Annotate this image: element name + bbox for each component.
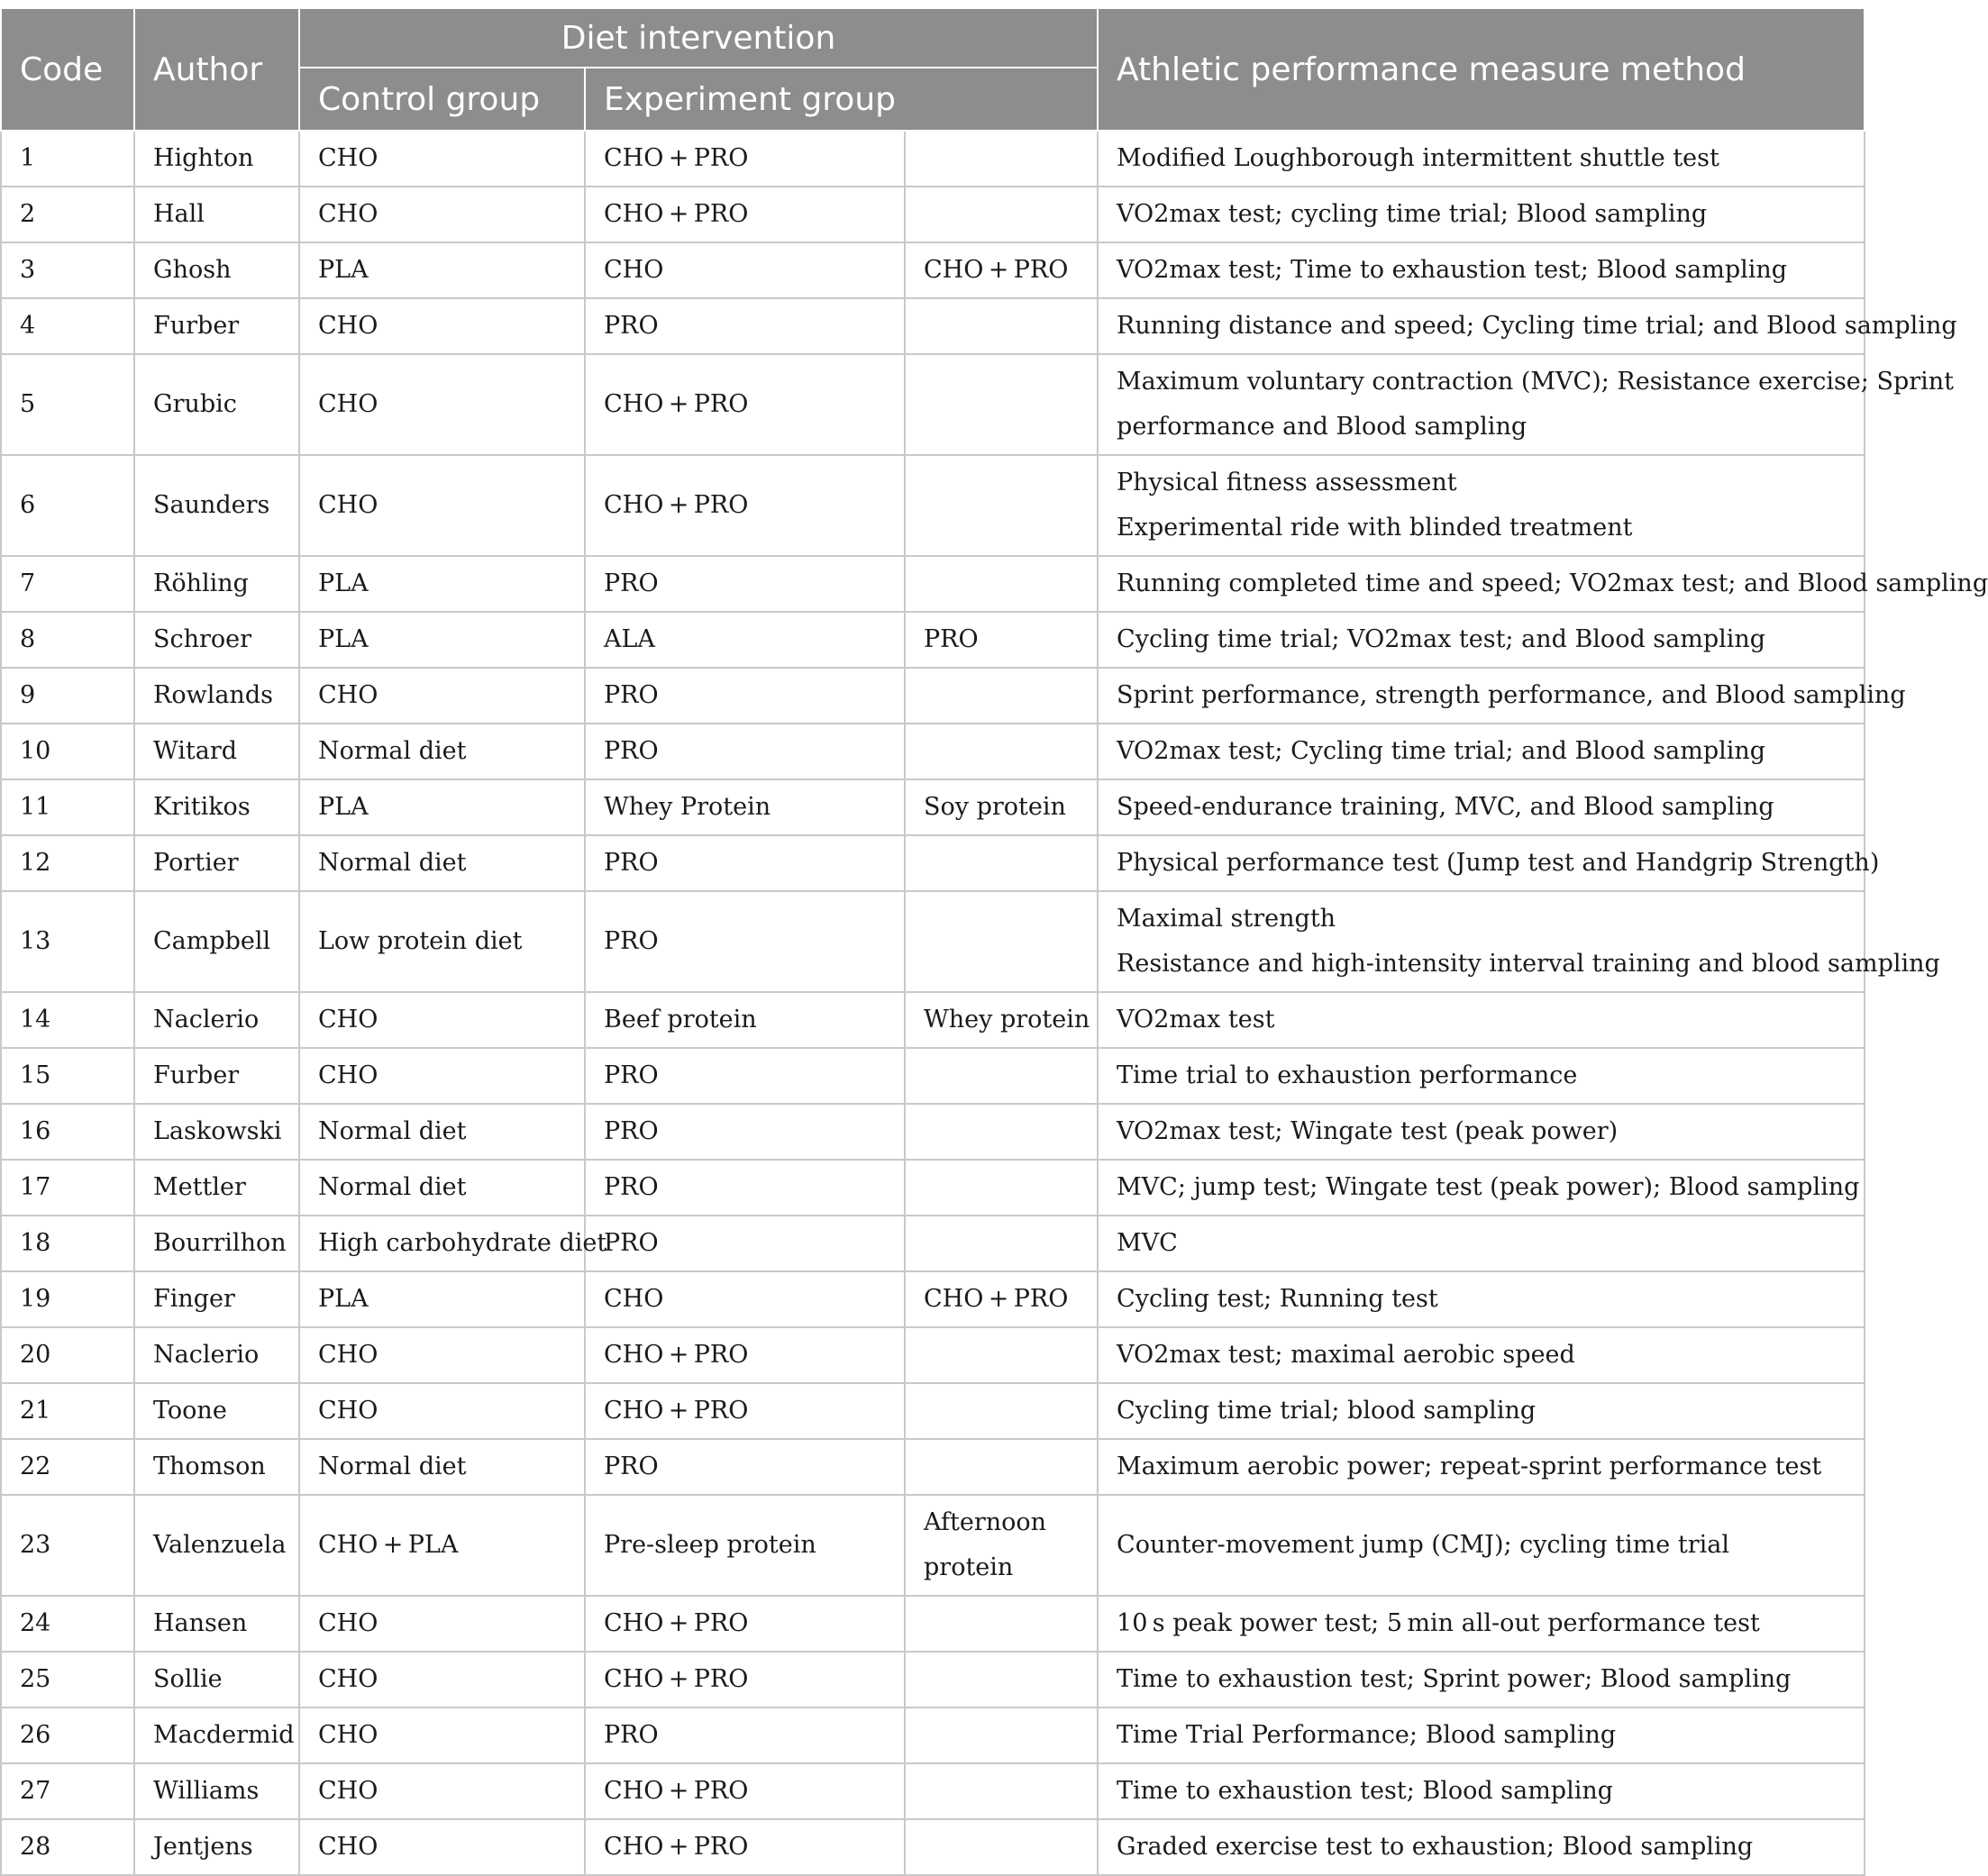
cell-measure (1098, 556, 1988, 612)
cell-control: Normal diet (299, 1439, 585, 1495)
cell-control: PLA (299, 779, 585, 835)
cell-author: Röhling (134, 556, 299, 612)
cell-code: 7 (1, 556, 134, 612)
cell-experiment-2: Soy protein (905, 779, 1098, 835)
cell-code: 18 (1, 1216, 134, 1271)
cell-author: Furber (134, 298, 299, 354)
cell-measure (1098, 1439, 1865, 1495)
cell-measure (1098, 612, 1865, 668)
cell-author: Finger (134, 1271, 299, 1327)
cell-control: Normal diet (299, 1104, 585, 1160)
cell-experiment-2 (905, 1104, 1098, 1160)
cell-author: Thomson (134, 1439, 299, 1495)
cell-experiment-2 (905, 1763, 1098, 1819)
table-row (1, 668, 1865, 724)
cell-experiment-1: ALA (585, 612, 905, 668)
cell-measure-line: Counter-movement jump (CMJ); cycling time trial (1117, 1531, 1729, 1559)
cell-code: 24 (1, 1596, 134, 1652)
cell-author: Macdermid (134, 1708, 299, 1763)
header-measure: Athletic performance measure method (1098, 8, 1865, 131)
header-diet-intervention: Diet intervention (299, 8, 1098, 68)
cell-experiment-2 (905, 354, 1098, 455)
table-row (1, 1271, 1865, 1327)
cell-measure (1098, 455, 1865, 556)
cell-measure (1098, 1048, 1865, 1104)
table-row (1, 131, 1865, 187)
cell-author: Bourrilhon (134, 1216, 299, 1271)
cell-measure-line: Modified Loughborough intermittent shuttle test (1117, 144, 1719, 172)
cell-control: Normal diet (299, 1160, 585, 1216)
cell-measure (1098, 1271, 1865, 1327)
table-row (1, 1819, 1865, 1875)
cell-author: Hall (134, 187, 299, 242)
cell-experiment-1: PRO (585, 1160, 905, 1216)
cell-experiment-1: PRO (585, 1104, 905, 1160)
cell-control: PLA (299, 242, 585, 298)
cell-control: CHO (299, 992, 585, 1048)
table-row (1, 724, 1865, 779)
cell-code: 8 (1, 612, 134, 668)
cell-measure-line: VO2max test; Wingate test (peak power) (1117, 1117, 1619, 1145)
cell-measure-line: Speed-endurance training, MVC, and Blood sampling (1117, 793, 1774, 821)
cell-experiment-2 (905, 668, 1098, 724)
cell-measure-line: Maximum aerobic power; repeat-sprint performance test (1117, 1453, 1822, 1480)
cell-measure-line: VO2max test (1117, 1006, 1275, 1034)
cell-control: CHO (299, 1048, 585, 1104)
cell-control: CHO (299, 455, 585, 556)
cell-experiment-1: PRO (585, 835, 905, 891)
cell-experiment-2 (905, 1708, 1098, 1763)
cell-code: 14 (1, 992, 134, 1048)
cell-experiment-1: Whey Protein (585, 779, 905, 835)
table-row (1, 298, 1865, 354)
cell-measure (1098, 1104, 1865, 1160)
cell-code: 27 (1, 1763, 134, 1819)
cell-measure (1098, 298, 1957, 354)
cell-measure (1098, 835, 1880, 891)
cell-code: 13 (1, 891, 134, 992)
cell-control: Low protein diet (299, 891, 585, 992)
cell-author: Valenzuela (134, 1495, 299, 1596)
cell-experiment-2 (905, 298, 1098, 354)
cell-control: CHO (299, 1652, 585, 1708)
cell-experiment-1: CHO + PRO (585, 1327, 905, 1383)
table-row (1, 1216, 1865, 1271)
table-row (1, 992, 1865, 1048)
cell-experiment-1: Beef protein (585, 992, 905, 1048)
cell-experiment-2 (905, 835, 1098, 891)
cell-measure (1098, 1596, 1865, 1652)
cell-author: Rowlands (134, 668, 299, 724)
cell-code: 3 (1, 242, 134, 298)
cell-code: 25 (1, 1652, 134, 1708)
cell-author: Grubic (134, 354, 299, 455)
cell-measure (1098, 668, 1906, 724)
table-row (1, 1327, 1865, 1383)
table-row (1, 455, 1865, 556)
cell-measure-line: VO2max test; Cycling time trial; and Blood sampling (1117, 737, 1766, 765)
cell-experiment-2 (905, 1048, 1098, 1104)
cell-experiment-1: PRO (585, 556, 905, 612)
cell-code: 15 (1, 1048, 134, 1104)
header-control-group: Control group (299, 68, 585, 131)
cell-measure (1098, 187, 1865, 242)
cell-measure (1098, 779, 1865, 835)
cell-experiment-2 (905, 1160, 1098, 1216)
cell-experiment-2 (905, 1596, 1098, 1652)
cell-author: Laskowski (134, 1104, 299, 1160)
cell-measure-line: Sprint performance, strength performance, and Blood sampling (1117, 681, 1906, 709)
cell-experiment-1: CHO (585, 1271, 905, 1327)
table-row (1, 242, 1865, 298)
cell-experiment-2 (905, 1439, 1098, 1495)
cell-measure (1098, 1383, 1865, 1439)
cell-code: 19 (1, 1271, 134, 1327)
cell-code: 10 (1, 724, 134, 779)
cell-author: Highton (134, 131, 299, 187)
cell-measure-line: Maximal strength (1117, 905, 1336, 933)
cell-measure-line: VO2max test; Time to exhaustion test; Blood sampling (1117, 256, 1788, 284)
table-row (1, 1763, 1865, 1819)
cell-code: 22 (1, 1439, 134, 1495)
cell-author: Mettler (134, 1160, 299, 1216)
cell-experiment-1: PRO (585, 891, 905, 992)
cell-code: 26 (1, 1708, 134, 1763)
cell-experiment-1: PRO (585, 1708, 905, 1763)
cell-control: CHO (299, 668, 585, 724)
cell-measure-line: performance and Blood sampling (1117, 413, 1527, 441)
cell-measure-line: Physical performance test (Jump test and Handgrip Strength) (1117, 849, 1880, 877)
cell-measure (1098, 1652, 1865, 1708)
cell-experiment-2-line: protein (924, 1553, 1014, 1581)
cell-experiment-1: CHO + PRO (585, 1763, 905, 1819)
cell-experiment-1: PRO (585, 1216, 905, 1271)
cell-measure (1098, 1708, 1865, 1763)
cell-control: CHO (299, 187, 585, 242)
cell-experiment-2-line: Afternoon (924, 1508, 1047, 1536)
cell-control: CHO (299, 1763, 585, 1819)
table-row (1, 1495, 1865, 1596)
cell-experiment-2: PRO (905, 612, 1098, 668)
cell-code: 1 (1, 131, 134, 187)
cell-author: Kritikos (134, 779, 299, 835)
cell-control: High carbohydrate diet (299, 1216, 585, 1271)
cell-measure-line: Time to exhaustion test; Blood sampling (1117, 1777, 1614, 1805)
cell-measure-line: Cycling test; Running test (1117, 1285, 1438, 1313)
cell-experiment-1: PRO (585, 1439, 905, 1495)
cell-experiment-1: CHO + PRO (585, 1383, 905, 1439)
cell-control: CHO (299, 1708, 585, 1763)
cell-control: Normal diet (299, 835, 585, 891)
cell-measure-line: Resistance and high-intensity interval training and blood sampling (1117, 950, 1940, 978)
cell-author: Saunders (134, 455, 299, 556)
cell-code: 23 (1, 1495, 134, 1596)
table-row (1, 187, 1865, 242)
header-code: Code (1, 8, 134, 131)
cell-measure-line: VO2max test; cycling time trial; Blood sampling (1117, 200, 1708, 228)
cell-measure-line: Cycling time trial; blood sampling (1117, 1397, 1537, 1425)
cell-measure-line: Time Trial Performance; Blood sampling (1117, 1721, 1617, 1749)
cell-author: Williams (134, 1763, 299, 1819)
cell-measure-line: Running completed time and speed; VO2max test; and Blood sampling (1117, 569, 1988, 597)
cell-code: 2 (1, 187, 134, 242)
cell-measure (1098, 1216, 1865, 1271)
cell-author: Jentjens (134, 1819, 299, 1875)
cell-measure-line: MVC (1117, 1229, 1178, 1257)
cell-measure (1098, 131, 1865, 187)
header-experiment-group: Experiment group (585, 68, 1098, 131)
cell-author: Portier (134, 835, 299, 891)
cell-control: PLA (299, 1271, 585, 1327)
cell-experiment-1: CHO + PRO (585, 187, 905, 242)
cell-measure (1098, 724, 1865, 779)
table-row (1, 1104, 1865, 1160)
cell-author: Sollie (134, 1652, 299, 1708)
table-row (1, 891, 1865, 992)
cell-code: 20 (1, 1327, 134, 1383)
cell-author: Furber (134, 1048, 299, 1104)
cell-experiment-1: PRO (585, 298, 905, 354)
cell-experiment-2 (905, 1495, 1098, 1596)
table-row (1, 354, 1865, 455)
cell-code: 4 (1, 298, 134, 354)
cell-experiment-2 (905, 724, 1098, 779)
table-row (1, 1160, 1865, 1216)
table-row (1, 835, 1865, 891)
cell-code: 28 (1, 1819, 134, 1875)
table-row (1, 1048, 1865, 1104)
cell-experiment-2 (905, 455, 1098, 556)
table-row (1, 779, 1865, 835)
cell-measure-line: Running distance and speed; Cycling time trial; and Blood sampling (1117, 312, 1957, 340)
cell-measure-line: Experimental ride with blinded treatment (1117, 514, 1633, 542)
cell-measure (1098, 891, 1940, 992)
data-table (0, 7, 1988, 1876)
cell-measure (1098, 1819, 1865, 1875)
cell-control: CHO (299, 354, 585, 455)
cell-code: 11 (1, 779, 134, 835)
cell-experiment-1: PRO (585, 1048, 905, 1104)
cell-control: CHO (299, 131, 585, 187)
cell-experiment-1: PRO (585, 668, 905, 724)
cell-control: CHO (299, 298, 585, 354)
table-row (1, 1596, 1865, 1652)
cell-author: Ghosh (134, 242, 299, 298)
table-row (1, 1383, 1865, 1439)
cell-code: 12 (1, 835, 134, 891)
cell-measure (1098, 354, 1955, 455)
cell-experiment-2 (905, 891, 1098, 992)
cell-experiment-2 (905, 1652, 1098, 1708)
cell-measure-line: 10 s peak power test; 5 min all-out performance test (1117, 1609, 1760, 1637)
cell-measure-line: Time to exhaustion test; Sprint power; Blood sampling (1117, 1665, 1792, 1693)
table-container (0, 7, 1988, 1876)
cell-code: 5 (1, 354, 134, 455)
cell-measure (1098, 1495, 1865, 1596)
cell-measure-line: Physical fitness assessment (1117, 469, 1457, 496)
cell-control: CHO (299, 1819, 585, 1875)
cell-author: Naclerio (134, 992, 299, 1048)
cell-experiment-2 (905, 1819, 1098, 1875)
cell-experiment-1: CHO + PRO (585, 1652, 905, 1708)
cell-author: Witard (134, 724, 299, 779)
table-body (1, 131, 1988, 1875)
cell-experiment-2: CHO + PRO (905, 242, 1098, 298)
cell-experiment-1: PRO (585, 724, 905, 779)
cell-control: CHO (299, 1596, 585, 1652)
table-row (1, 1708, 1865, 1763)
cell-author: Schroer (134, 612, 299, 668)
cell-control: CHO (299, 1327, 585, 1383)
cell-measure (1098, 1763, 1865, 1819)
table-row (1, 1439, 1865, 1495)
table-header (1, 8, 1865, 131)
cell-experiment-2 (905, 131, 1098, 187)
cell-measure (1098, 1327, 1865, 1383)
cell-control: CHO (299, 1383, 585, 1439)
table-row (1, 556, 1865, 612)
cell-code: 9 (1, 668, 134, 724)
cell-author: Toone (134, 1383, 299, 1439)
cell-experiment-1: CHO + PRO (585, 455, 905, 556)
cell-measure (1098, 1160, 1865, 1216)
cell-code: 6 (1, 455, 134, 556)
cell-code: 17 (1, 1160, 134, 1216)
cell-measure-line: Maximum voluntary contraction (MVC); Resistance exercise; Sprint (1117, 368, 1955, 396)
cell-experiment-1: CHO + PRO (585, 131, 905, 187)
cell-measure-line: VO2max test; maximal aerobic speed (1117, 1341, 1575, 1369)
cell-author: Campbell (134, 891, 299, 992)
table-row (1, 1652, 1865, 1708)
cell-experiment-2: CHO + PRO (905, 1271, 1098, 1327)
cell-control: PLA (299, 612, 585, 668)
table-row (1, 612, 1865, 668)
cell-experiment-2 (905, 1216, 1098, 1271)
cell-experiment-2: Whey protein (905, 992, 1098, 1048)
cell-measure-line: MVC; jump test; Wingate test (peak power); Blood sampling (1117, 1173, 1860, 1201)
cell-control: PLA (299, 556, 585, 612)
cell-measure (1098, 992, 1865, 1048)
cell-experiment-2 (905, 1327, 1098, 1383)
cell-code: 21 (1, 1383, 134, 1439)
cell-measure-line: Cycling time trial; VO2max test; and Blood sampling (1117, 625, 1766, 653)
cell-measure-line: Time trial to exhaustion performance (1117, 1061, 1578, 1089)
cell-experiment-1: CHO + PRO (585, 1819, 905, 1875)
header-author: Author (134, 8, 299, 131)
cell-experiment-2 (905, 556, 1098, 612)
cell-experiment-1: CHO (585, 242, 905, 298)
cell-code: 16 (1, 1104, 134, 1160)
cell-control: CHO + PLA (299, 1495, 585, 1596)
cell-experiment-1: CHO + PRO (585, 354, 905, 455)
cell-experiment-1: CHO + PRO (585, 1596, 905, 1652)
cell-experiment-1: Pre-sleep protein (585, 1495, 905, 1596)
cell-author: Naclerio (134, 1327, 299, 1383)
cell-control: Normal diet (299, 724, 585, 779)
cell-experiment-2 (905, 1383, 1098, 1439)
cell-author: Hansen (134, 1596, 299, 1652)
cell-measure-line: Graded exercise test to exhaustion; Blood sampling (1117, 1833, 1754, 1861)
cell-experiment-2 (905, 187, 1098, 242)
cell-measure (1098, 242, 1865, 298)
